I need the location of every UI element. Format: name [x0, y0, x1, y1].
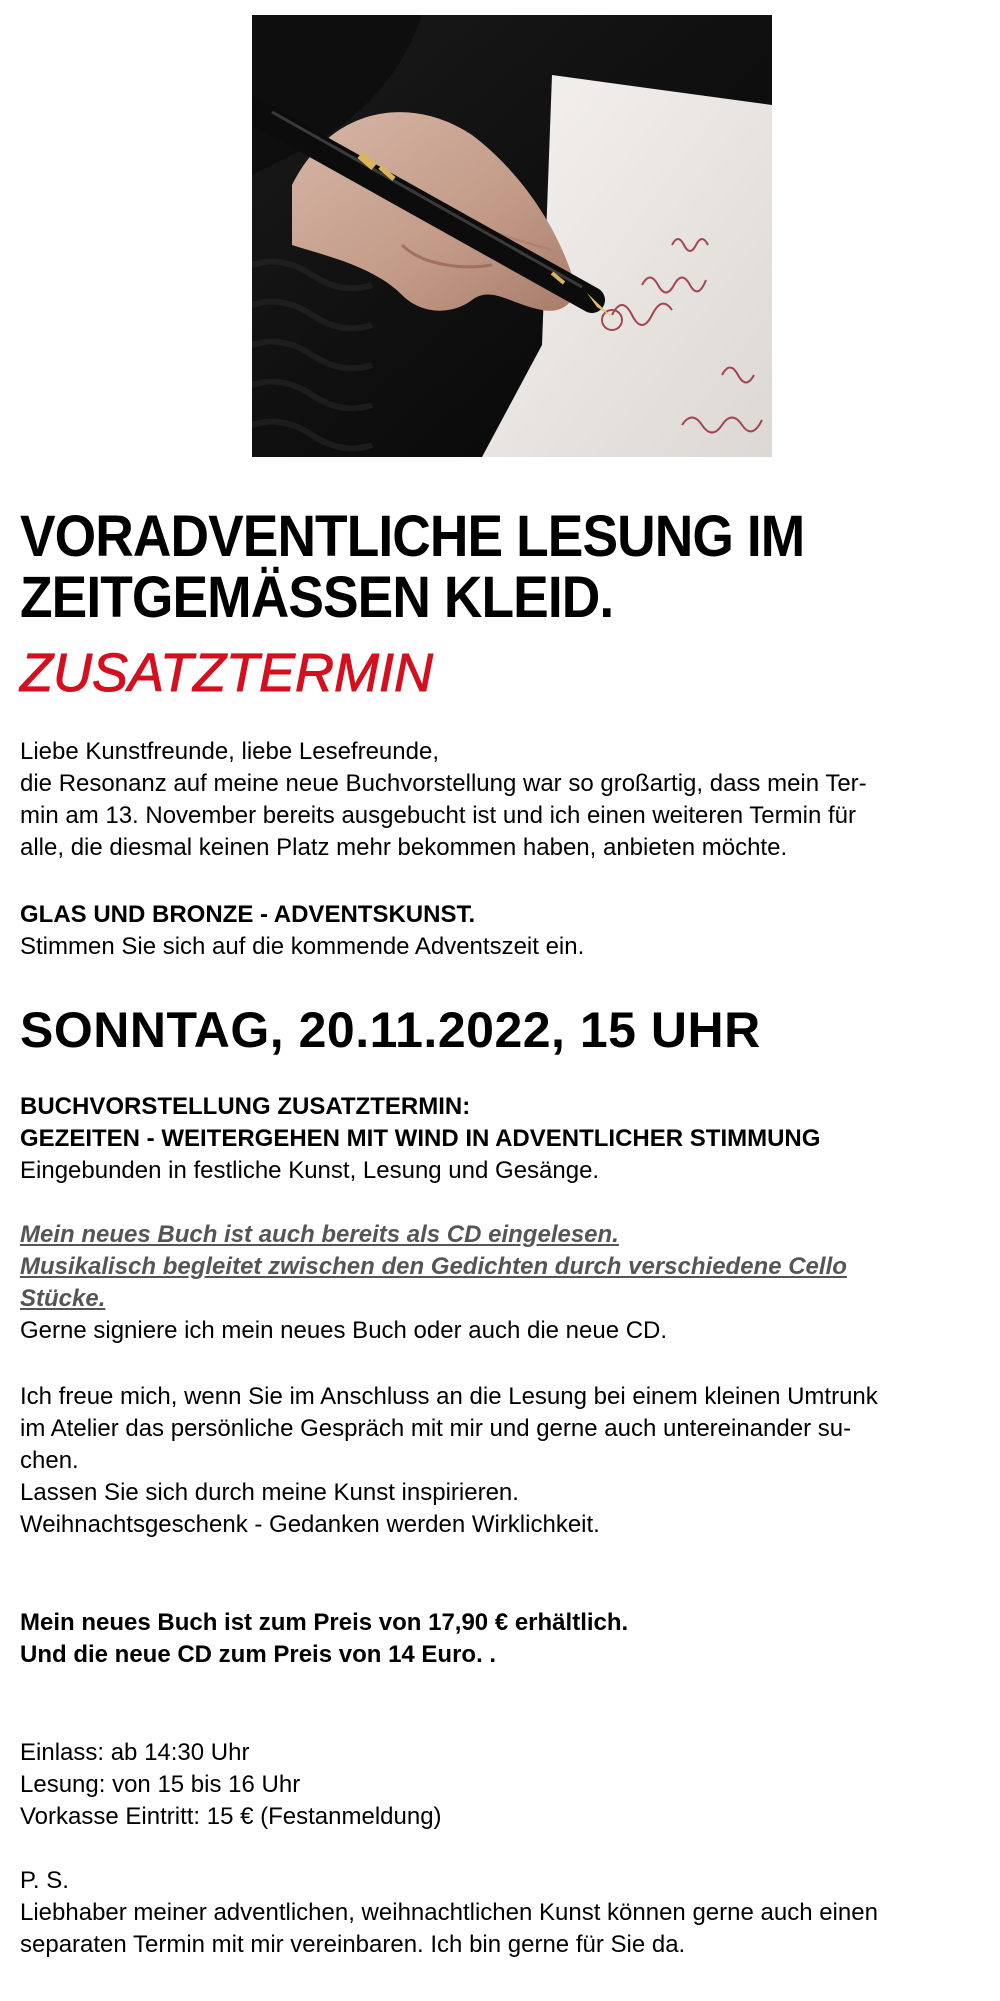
- intro-line: min am 13. November bereits ausgebucht ist und ich einen weiteren Termin für: [20, 802, 856, 829]
- ps-line: Liebhaber meiner adventlichen, weihnachtlichen Kunst können gerne auch einen: [20, 1899, 878, 1926]
- intro-line: Liebe Kunstfreunde, liebe Lesefreunde,: [20, 738, 439, 765]
- event-date: SONNTAG, 20.11.2022, 15 UHR: [20, 1002, 761, 1058]
- page-title: [20, 506, 903, 628]
- entry-fee: Vorkasse Eintritt: 15 € (Festanmeldung): [20, 1803, 442, 1830]
- inspire-line: Weihnachtsgeschenk - Gedanken werden Wirklichkeit.: [20, 1511, 600, 1538]
- admission-time: Einlass: ab 14:30 Uhr: [20, 1739, 250, 1766]
- price-book: Mein neues Buch ist zum Preis von 17,90 € erhältlich.: [20, 1609, 629, 1636]
- details-block: [20, 1737, 990, 1833]
- hero-photo: [252, 15, 772, 457]
- book-block: [20, 1091, 990, 1187]
- title-line-2: ZEITGEMÄSSEN KLEID.: [20, 565, 614, 630]
- cd-link-line: Musikalisch begleitet zwischen den Gedichten durch verschiedene Cello: [20, 1253, 847, 1280]
- intro-line: alle, die diesmal keinen Platz mehr bekommen haben, anbieten möchte.: [20, 834, 788, 861]
- book-heading-2: GEZEITEN - WEITERGEHEN MIT WIND IN ADVENTLICHER STIMMUNG: [20, 1125, 821, 1152]
- sign-text: Gerne signiere ich mein neues Buch oder auch die neue CD.: [20, 1317, 668, 1344]
- reception-line: Ich freue mich, wenn Sie im Anschluss an die Lesung bei einem kleinen Umtrunk: [20, 1383, 878, 1410]
- cd-link[interactable]: [20, 1219, 990, 1315]
- pen-writing-illustration: [252, 15, 772, 457]
- book-heading-1: BUCHVORSTELLUNG ZUSATZTERMIN:: [20, 1093, 471, 1120]
- reading-time: Lesung: von 15 bis 16 Uhr: [20, 1771, 301, 1798]
- cd-link-line: Stücke.: [20, 1285, 106, 1312]
- exhibition-block: [20, 899, 990, 963]
- title-line-1: VORADVENTLICHE LESUNG IM: [20, 504, 805, 569]
- inspire-line: Lassen Sie sich durch meine Kunst inspirieren.: [20, 1479, 519, 1506]
- exhibition-text: Stimmen Sie sich auf die kommende Adventszeit ein.: [20, 933, 585, 960]
- reception-line: im Atelier das persönliche Gespräch mit mir und gerne auch untereinander su-: [20, 1415, 852, 1442]
- inspire-paragraph: [20, 1477, 990, 1541]
- price-block: [20, 1607, 990, 1671]
- ps-line: separaten Termin mit mir vereinbaren. Ich bin gerne für Sie da.: [20, 1931, 686, 1958]
- cd-block: [20, 1219, 990, 1347]
- ps-block: [20, 1865, 990, 1961]
- reception-paragraph: [20, 1381, 990, 1477]
- ps-label: P. S.: [20, 1867, 69, 1894]
- book-text: Eingebunden in festliche Kunst, Lesung und Gesänge.: [20, 1157, 600, 1184]
- exhibition-title: GLAS UND BRONZE - ADVENTSKUNST.: [20, 901, 476, 928]
- intro-line: die Resonanz auf meine neue Buchvorstellung war so großartig, dass mein Ter-: [20, 770, 867, 797]
- reception-line: chen.: [20, 1447, 79, 1474]
- subtitle-zusatztermin: ZUSATZTERMIN: [20, 643, 433, 703]
- price-cd: Und die neue CD zum Preis von 14 Euro. .: [20, 1641, 497, 1668]
- intro-paragraph: [20, 736, 990, 864]
- cd-link-line: Mein neues Buch ist auch bereits als CD eingelesen.: [20, 1221, 619, 1248]
